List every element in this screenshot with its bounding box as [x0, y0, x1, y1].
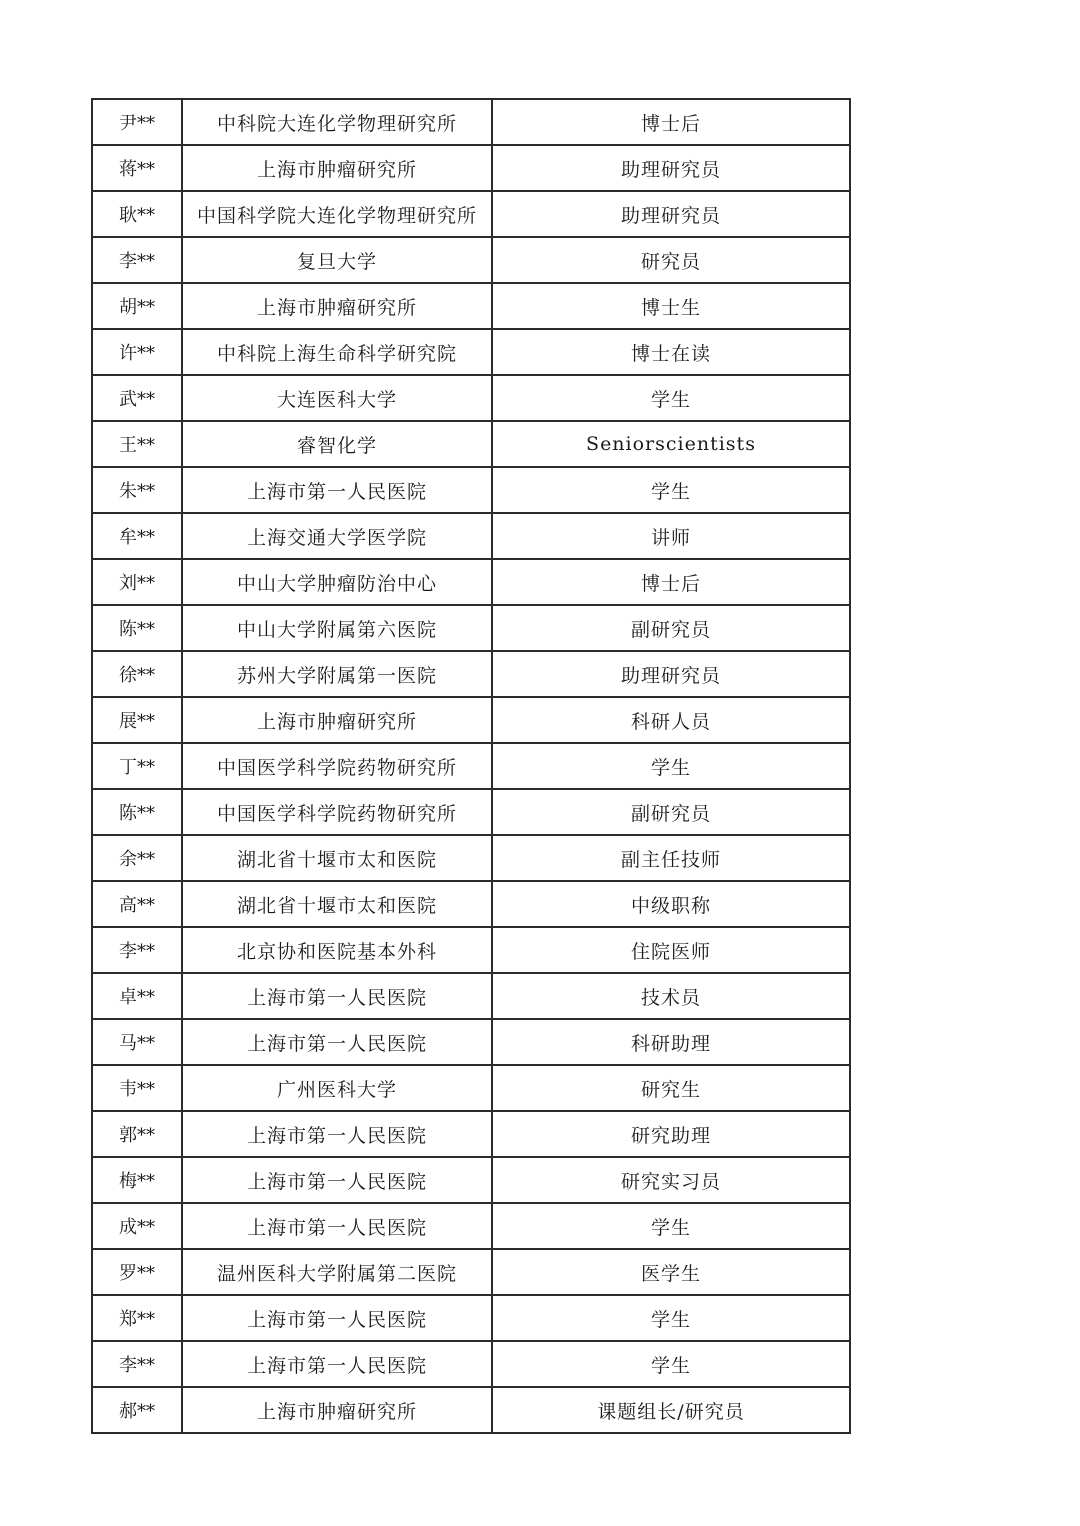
position-cell: 副研究员: [492, 605, 850, 651]
table-row: [92, 1019, 850, 1065]
table-row: [92, 1065, 850, 1111]
organization-cell: 中山大学肿瘤防治中心: [182, 559, 492, 605]
name-cell: 许**: [92, 329, 182, 375]
name-cell: 蒋**: [92, 145, 182, 191]
name-cell: 徐**: [92, 651, 182, 697]
position-cell: 博士在读: [492, 329, 850, 375]
organization-cell: 中山大学附属第六医院: [182, 605, 492, 651]
organization-cell: 中科院上海生命科学研究院: [182, 329, 492, 375]
name-cell: 郭**: [92, 1111, 182, 1157]
organization-cell: 复旦大学: [182, 237, 492, 283]
position-cell: 讲师: [492, 513, 850, 559]
position-cell: 住院医师: [492, 927, 850, 973]
organization-cell: 上海市肿瘤研究所: [182, 697, 492, 743]
table-row: [92, 651, 850, 697]
table-row: [92, 421, 850, 467]
name-cell: 梅**: [92, 1157, 182, 1203]
organization-cell: 上海市第一人民医院: [182, 1019, 492, 1065]
table-row: [92, 467, 850, 513]
position-cell: 研究助理: [492, 1111, 850, 1157]
name-cell: 高**: [92, 881, 182, 927]
organization-cell: 上海市第一人民医院: [182, 973, 492, 1019]
organization-cell: 上海市第一人民医院: [182, 1341, 492, 1387]
position-cell: 博士后: [492, 559, 850, 605]
position-cell: 研究实习员: [492, 1157, 850, 1203]
table-row: [92, 329, 850, 375]
name-cell: 马**: [92, 1019, 182, 1065]
organization-cell: 温州医科大学附属第二医院: [182, 1249, 492, 1295]
table-row: [92, 835, 850, 881]
position-cell: 科研人员: [492, 697, 850, 743]
name-cell: 尹**: [92, 99, 182, 145]
position-cell: 副研究员: [492, 789, 850, 835]
table-row: [92, 1203, 850, 1249]
organization-cell: 上海市第一人民医院: [182, 1111, 492, 1157]
table-row: [92, 1111, 850, 1157]
table-row: [92, 375, 850, 421]
organization-cell: 中国医学科学院药物研究所: [182, 789, 492, 835]
name-cell: 李**: [92, 927, 182, 973]
position-cell: 学生: [492, 1295, 850, 1341]
name-cell: 李**: [92, 1341, 182, 1387]
name-cell: 成**: [92, 1203, 182, 1249]
organization-cell: 上海市第一人民医院: [182, 1295, 492, 1341]
name-cell: 王**: [92, 421, 182, 467]
organization-cell: 湖北省十堰市太和医院: [182, 881, 492, 927]
organization-cell: 湖北省十堰市太和医院: [182, 835, 492, 881]
table-row: [92, 789, 850, 835]
name-cell: 耿**: [92, 191, 182, 237]
table-row: [92, 283, 850, 329]
name-cell: 胡**: [92, 283, 182, 329]
organization-cell: 大连医科大学: [182, 375, 492, 421]
name-cell: 陈**: [92, 605, 182, 651]
table-row: [92, 881, 850, 927]
position-cell: 学生: [492, 1341, 850, 1387]
position-cell: 助理研究员: [492, 651, 850, 697]
table-row: [92, 1387, 850, 1433]
organization-cell: 中科院大连化学物理研究所: [182, 99, 492, 145]
position-cell: 课题组长/研究员: [492, 1387, 850, 1433]
position-cell: 医学生: [492, 1249, 850, 1295]
table-row: [92, 605, 850, 651]
organization-cell: 上海市肿瘤研究所: [182, 283, 492, 329]
participant-table-body: [92, 99, 850, 1433]
position-cell: 助理研究员: [492, 145, 850, 191]
table-row: [92, 191, 850, 237]
table-row: [92, 1341, 850, 1387]
position-cell: Seniorscientists: [492, 421, 850, 467]
name-cell: 余**: [92, 835, 182, 881]
position-cell: 学生: [492, 375, 850, 421]
name-cell: 展**: [92, 697, 182, 743]
name-cell: 罗**: [92, 1249, 182, 1295]
position-cell: 助理研究员: [492, 191, 850, 237]
organization-cell: 上海市第一人民医院: [182, 1157, 492, 1203]
table-row: [92, 145, 850, 191]
organization-cell: 上海市肿瘤研究所: [182, 145, 492, 191]
table-row: [92, 697, 850, 743]
name-cell: 丁**: [92, 743, 182, 789]
table-row: [92, 513, 850, 559]
position-cell: 技术员: [492, 973, 850, 1019]
participant-table: [91, 98, 851, 1434]
position-cell: 研究员: [492, 237, 850, 283]
position-cell: 学生: [492, 1203, 850, 1249]
name-cell: 卓**: [92, 973, 182, 1019]
table-row: [92, 743, 850, 789]
name-cell: 朱**: [92, 467, 182, 513]
table-row: [92, 1295, 850, 1341]
position-cell: 学生: [492, 467, 850, 513]
table-row: [92, 237, 850, 283]
position-cell: 中级职称: [492, 881, 850, 927]
position-cell: 学生: [492, 743, 850, 789]
table-row: [92, 1157, 850, 1203]
table-row: [92, 99, 850, 145]
name-cell: 刘**: [92, 559, 182, 605]
name-cell: 郝**: [92, 1387, 182, 1433]
name-cell: 李**: [92, 237, 182, 283]
organization-cell: 北京协和医院基本外科: [182, 927, 492, 973]
position-cell: 研究生: [492, 1065, 850, 1111]
table-row: [92, 559, 850, 605]
table-row: [92, 1249, 850, 1295]
organization-cell: 睿智化学: [182, 421, 492, 467]
table-row: [92, 927, 850, 973]
name-cell: 陈**: [92, 789, 182, 835]
organization-cell: 上海市第一人民医院: [182, 467, 492, 513]
position-cell: 科研助理: [492, 1019, 850, 1065]
organization-cell: 中国医学科学院药物研究所: [182, 743, 492, 789]
organization-cell: 上海交通大学医学院: [182, 513, 492, 559]
table-row: [92, 973, 850, 1019]
position-cell: 副主任技师: [492, 835, 850, 881]
organization-cell: 中国科学院大连化学物理研究所: [182, 191, 492, 237]
organization-cell: 上海市第一人民医院: [182, 1203, 492, 1249]
organization-cell: 苏州大学附属第一医院: [182, 651, 492, 697]
organization-cell: 广州医科大学: [182, 1065, 492, 1111]
name-cell: 韦**: [92, 1065, 182, 1111]
name-cell: 牟**: [92, 513, 182, 559]
name-cell: 郑**: [92, 1295, 182, 1341]
name-cell: 武**: [92, 375, 182, 421]
position-cell: 博士后: [492, 99, 850, 145]
organization-cell: 上海市肿瘤研究所: [182, 1387, 492, 1433]
position-cell: 博士生: [492, 283, 850, 329]
